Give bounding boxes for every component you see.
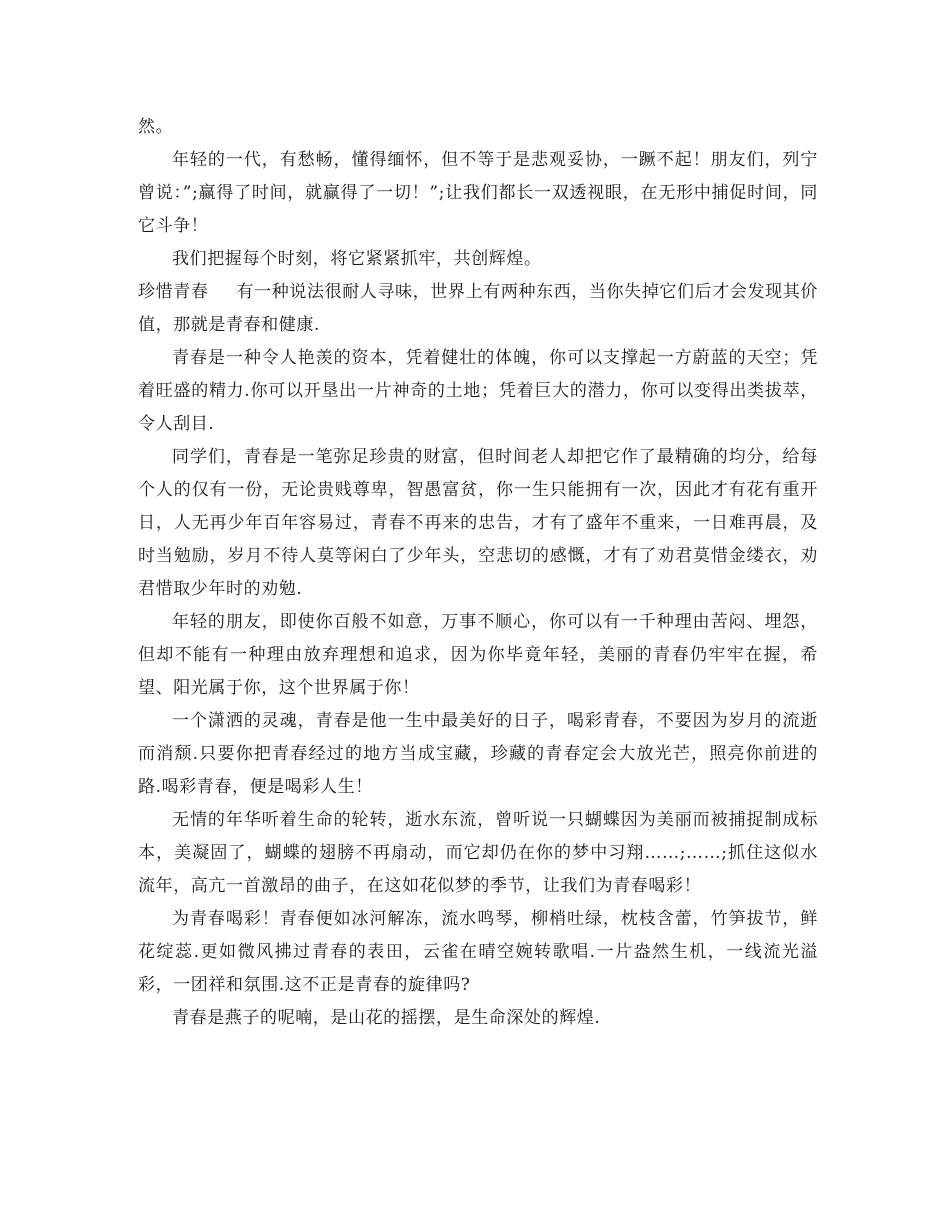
paragraph-3: 我们把握每个时刻，将它紧紧抓牢，共创辉煌。	[172, 249, 542, 269]
paragraph-11: 青春是燕子的呢喃，是山花的摇摆，是生命深处的辉煌.	[172, 1008, 601, 1028]
section-title: 珍惜青春	[138, 282, 209, 302]
paragraph-8: 一个潇洒的灵魂，青春是他一生中最美好的日子，喝彩青春，不要因为岁月的流逝而消颓.只要你把青春经过的地方当成宝藏，珍藏的青春定会大放光芒，照亮你前进的路.喝彩青春，便是喝彩人生！	[138, 711, 818, 797]
paragraph-2: 年轻的一代，有愁畅，懂得缅怀，但不等于是悲观妥协，一蹶不起！朋友们，列宁曾说：”;赢得了时间，就赢得了一切！”;让我们都长一双透视眼，在无形中捕促时间，同它斗争！	[138, 150, 818, 236]
paragraph-5: 青春是一种令人艳羡的资本，凭着健壮的体魄，你可以支撑起一方蔚蓝的天空；凭着旺盛的精力.你可以开垦出一片神奇的土地；凭着巨大的潜力，你可以变得出类拔萃，令人刮目.	[138, 348, 818, 434]
paragraph-4-text: 有一种说法很耐人寻味，世界上有两种东西，当你失掉它们后才会发现其价值，那就是青春和健康.	[138, 282, 818, 335]
paragraph-6: 同学们，青春是一笔弥足珍贵的财富，但时间老人却把它作了最精确的均分，给每个人的仅有一份，无论贵贱尊卑，智愚富贫，你一生只能拥有一次，因此才有花有重开日，人无再少年百年容易过，青春不再来的忠告，才有了盛年不重来，一日难再晨，及时当勉励，岁月不待人莫等闲白了少年头，空悲切的感慨，才有了劝君莫惜金缕衣，劝君惜取少年时的劝勉.	[138, 447, 818, 599]
paragraph-9: 无情的年华听着生命的轮转，逝水东流，曾听说一只蝴蝶因为美丽而被捕捉制成标本，美凝固了，蝴蝶的翅膀不再扇动，而它却仍在你的梦中习翔……;……;抓住这似水流年，高亢一首激昂的曲子，在这如花似梦的季节，让我们为青春喝彩！	[138, 810, 818, 896]
paragraph-7: 年轻的朋友，即使你百般不如意，万事不顺心，你可以有一千种理由苦闷、埋怨，但却不能有一种理由放弃理想和追求，因为你毕竟年轻，美丽的青春仍牢牢在握，希望、阳光属于你，这个世界属于你！	[138, 612, 818, 698]
paragraph-10: 为青春喝彩！青春便如冰河解冻，流水鸣琴，柳梢吐绿，枕枝含蕾，竹笋拔节，鲜花绽蕊.更如微风拂过青春的表田，云雀在晴空婉转歌唱.一片盎然生机，一线流光溢彩，一团祥和氛围.这不正是青春的旋律吗?	[138, 909, 818, 995]
paragraph-4	[138, 276, 818, 342]
paragraph-1: 然。	[138, 117, 174, 137]
document-body	[138, 111, 818, 1035]
